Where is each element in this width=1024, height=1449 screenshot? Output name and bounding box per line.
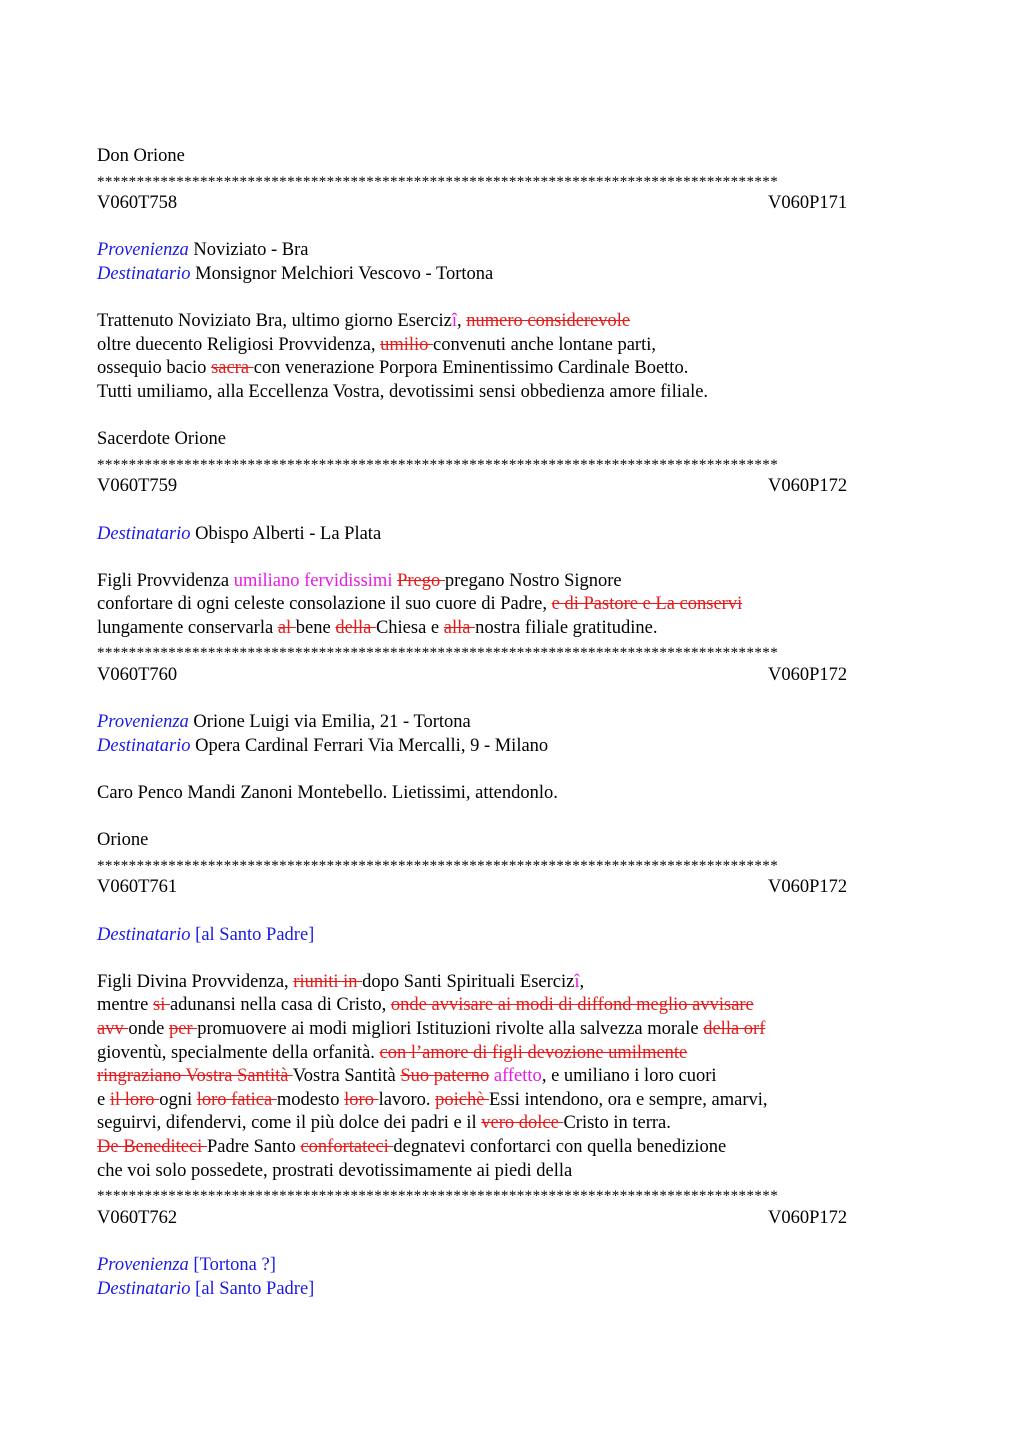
signature: Orione xyxy=(97,830,149,851)
edit-deletion: si xyxy=(153,995,170,1016)
body-text: ogni xyxy=(159,1089,197,1110)
body-text: mentre xyxy=(97,995,153,1016)
body-text: convenuti anche lontane parti, xyxy=(433,334,656,355)
edit-deletion: confortateci xyxy=(300,1136,394,1157)
body-text: confortare di ogni celeste consolazione il suo cuore di Padre, xyxy=(97,594,552,615)
edit-deletion: Prego xyxy=(397,570,445,591)
body-line xyxy=(97,593,937,617)
destinatario-line xyxy=(97,523,937,547)
edit-insert: î xyxy=(574,971,580,992)
provenienza-line xyxy=(97,711,937,735)
body-text: Chiesa e xyxy=(375,617,444,638)
top-signature: Don Orione xyxy=(97,146,185,166)
destinatario-label: Destinatario xyxy=(97,735,191,756)
provenienza-label: Provenienza xyxy=(97,712,189,733)
edit-insert: affetto xyxy=(493,1066,542,1087)
provenienza-value: Orione Luigi via Emilia, 21 - Tortona xyxy=(193,712,471,733)
edit-deletion: onde avvisare ai modi di diffond meglio avvisare xyxy=(390,995,754,1016)
body-text: e xyxy=(97,1089,110,1110)
destinatario-line xyxy=(97,263,937,287)
signature: Sacerdote Orione xyxy=(97,429,226,450)
edit-deletion: con l’amore di figli devozione umilmente xyxy=(379,1042,688,1063)
body-line: Caro Penco Mandi Zanoni Montebello. Lietissimi, attendonlo. xyxy=(97,783,558,804)
destinatario-value: [al Santo Padre] xyxy=(195,924,315,945)
body-text: Essi intendono, ora e sempre, amarvi, xyxy=(489,1089,768,1110)
edit-deletion: e di Pastore e La conservi xyxy=(551,594,743,615)
edit-deletion: il loro xyxy=(109,1089,160,1110)
edit-deletion: numero considerevole xyxy=(466,311,631,332)
body-line xyxy=(97,1112,937,1136)
separator: ************************************************************************************** xyxy=(97,173,779,190)
edit-deletion: sacra xyxy=(211,358,254,379)
body-line xyxy=(97,994,937,1018)
body-text: Figli Divina Provvidenza, xyxy=(97,971,294,992)
entry-header xyxy=(97,876,937,900)
body-text: , xyxy=(457,311,467,332)
body-line xyxy=(97,570,937,594)
body-text: lungamente conservarla xyxy=(97,617,278,638)
body-text: onde xyxy=(128,1018,169,1039)
body-text: , xyxy=(579,971,585,992)
page-code: V060P172 xyxy=(768,877,848,898)
entry-header xyxy=(97,192,937,216)
destinatario-value: Obispo Alberti - La Plata xyxy=(195,523,382,544)
body-line xyxy=(97,1089,937,1113)
edit-deletion: poichè xyxy=(435,1089,490,1110)
edit-deletion: umilio xyxy=(380,334,434,355)
body-text: gioventù, specialmente della orfanità. xyxy=(97,1042,380,1063)
body-text: modesto xyxy=(276,1089,345,1110)
body-text: lavoro. xyxy=(378,1089,436,1110)
entry-header xyxy=(97,475,937,499)
body-text: Trattenuto Noviziato Bra, ultimo giorno Eserciz xyxy=(97,311,452,332)
body-line xyxy=(97,1136,937,1160)
edit-insert: î xyxy=(451,311,458,332)
entry-code: V060T760 xyxy=(97,665,178,686)
page-code: V060P172 xyxy=(768,665,848,686)
entry-code: V060T762 xyxy=(97,1207,178,1228)
body-text: pregano Nostro Signore xyxy=(444,570,622,591)
edit-deletion: avv xyxy=(97,1018,129,1039)
body-text: nostra filiale gratitudine. xyxy=(475,617,658,638)
provenienza-label: Provenienza xyxy=(97,1254,189,1275)
destinatario-line xyxy=(97,924,937,948)
entry-code: V060T758 xyxy=(97,193,178,214)
edit-deletion: loro xyxy=(344,1089,379,1110)
body-text: Figli Provvidenza xyxy=(97,570,234,591)
body-text: promuovere ai modi migliori Istituzioni rivolte alla salvezza morale xyxy=(197,1018,704,1039)
separator: ************************************************************************************** xyxy=(97,645,779,662)
body-line xyxy=(97,971,937,995)
separator: ************************************************************************************** xyxy=(97,1188,779,1205)
body-line xyxy=(97,310,937,334)
body-text: adunansi nella casa di Cristo, xyxy=(169,995,391,1016)
edit-deletion: alla xyxy=(443,617,476,638)
body-text: seguirvi, difendervi, come il più dolce dei padri e il xyxy=(97,1113,482,1134)
destinatario-label: Destinatario xyxy=(97,924,191,945)
provenienza-value: [Tortona ?] xyxy=(193,1254,276,1275)
body-line xyxy=(97,1042,937,1066)
destinatario-label: Destinatario xyxy=(97,263,191,284)
edit-deletion: al xyxy=(277,617,296,638)
edit-deletion: ringraziano Vostra Santità xyxy=(97,1066,293,1087)
destinatario-value: Monsignor Melchiori Vescovo - Tortona xyxy=(195,263,494,284)
body-text: degnatevi confortarci con quella benedizione xyxy=(393,1136,727,1157)
destinatario-line xyxy=(97,735,937,759)
body-line: che voi solo possedete, prostrati devotissimamente ai piedi della xyxy=(97,1160,573,1181)
page-code: V060P172 xyxy=(768,476,848,497)
body-line xyxy=(97,334,937,358)
entry-header xyxy=(97,664,937,688)
body-text: Vostra Santità xyxy=(292,1066,401,1087)
body-line: Tutti umiliamo, alla Eccellenza Vostra, devotissimi sensi obbedienza amore filiale. xyxy=(97,381,709,402)
body-line xyxy=(97,1018,937,1042)
provenienza-label: Provenienza xyxy=(97,240,189,261)
edit-insert: umiliano fervidissimi xyxy=(233,570,393,591)
edit-deletion: per xyxy=(168,1018,198,1039)
provenienza-value: Noviziato - Bra xyxy=(193,240,309,261)
provenienza-line xyxy=(97,239,937,263)
edit-deletion: della xyxy=(335,617,376,638)
edit-deletion: riuniti in xyxy=(293,971,363,992)
body-text: , e umiliano i loro cuori xyxy=(541,1066,717,1087)
body-text: oltre duecento Religiosi Provvidenza, xyxy=(97,334,381,355)
destinatario-value: [al Santo Padre] xyxy=(195,1278,315,1299)
edit-deletion: Suo paterno xyxy=(400,1066,490,1087)
edit-deletion: loro fatica xyxy=(196,1089,277,1110)
edit-deletion: vero dolce xyxy=(481,1113,564,1134)
destinatario-label: Destinatario xyxy=(97,523,191,544)
entry-header xyxy=(97,1207,937,1231)
body-text: Cristo in terra. xyxy=(563,1113,671,1134)
provenienza-line xyxy=(97,1254,937,1278)
body-text: Padre Santo xyxy=(206,1136,301,1157)
separator: ************************************************************************************** xyxy=(97,857,779,874)
body-line xyxy=(97,1065,937,1089)
body-line xyxy=(97,357,937,381)
edit-deletion: De Benediteci xyxy=(97,1136,207,1157)
body-text: ossequio bacio xyxy=(97,358,212,379)
body-text: dopo Santi Spirituali Eserciz xyxy=(362,971,575,992)
edit-deletion: della orf xyxy=(703,1018,766,1039)
body-text: bene xyxy=(295,617,336,638)
entry-code: V060T761 xyxy=(97,877,178,898)
destinatario-line xyxy=(97,1278,937,1302)
body-line xyxy=(97,617,937,641)
separator: ************************************************************************************** xyxy=(97,456,779,473)
body-text: con venerazione Porpora Eminentissimo Cardinale Boetto. xyxy=(253,358,689,379)
destinatario-label: Destinatario xyxy=(97,1278,191,1299)
destinatario-value: Opera Cardinal Ferrari Via Mercalli, 9 - Milano xyxy=(195,735,549,756)
document-page xyxy=(97,145,937,1301)
entry-code: V060T759 xyxy=(97,476,178,497)
page-code: V060P171 xyxy=(768,193,848,214)
page-code: V060P172 xyxy=(768,1207,848,1228)
